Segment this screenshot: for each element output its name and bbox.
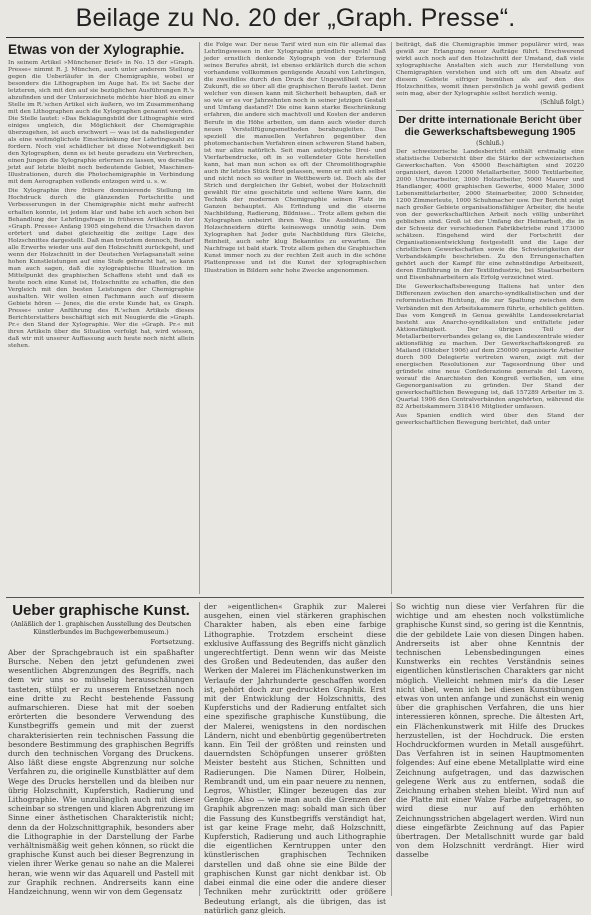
article3-col2-body: der »eigentlichen« Graphik zur Malerei ausgehen, einen viel stärkeren graphischen Charakter haben, als eben eine farbige Lithographie. Trotzdem erscheint diese exklusive Auffassung des Begriffs nicht gänzlich ungerechtfertigt. Denn wenn wir das Meiste des Großen und Bedeutenden, das außer den Werken der Malerei im Flächenkunstwerken im Verlaufe der Jahrhunderte geschaffen worden ist, gehört doch zur gedruckten Graphik. Erst mit der Entwicklung der Holzschnitts, des Kupferstichs und der Radierung entfaltet sich eine spezifische graphische Kunstübung, die der Malerei, wenigstens in den nordischen Ländern, nicht und ebenbürtig gegenübertreten kann. Ein Teil der größten und reinsten und dauerndsten Schöpfungen unserer größten Meister besteht aus Stichen, Schnitten und Radierungen. Die Namen Dürer, Holbein, Rembrandt und, um ein paar neuere zu nennen, Legros, Whistler, Klinger bezeugen das zur Genüge. Also — wie man auch die Grenzen der Graphik abgrenzen mag: sobald man sich über die Fassung des Kunstbegriffs verständigt hat, ist gar keine Frage mehr, daß Holzschnitt, Kupferstich, Radierung und auch Lithographie die eigentlichen Kerntruppen unter den künstlerischen graphischen Techniken darstellen und daß ohne sie eine Bilde der graphischen Kunst gar nicht denkbar ist. Ob dabei einmal die eine oder die andere dieser Techniken mehr zurücktritt oder größere Bedeutung erlangt, als die übrigen, das ist natürlich ganz gleich.: [204, 602, 386, 915]
article3-column-2: [204, 602, 386, 915]
article1-col2-body: die Folge war. Der neue Tarif wird nun ein für allemal das Lehrlingswesen in der Xylographie gründlich regeln! Daß jeder ernstlich denkende Xylograph von der Erlernung seines Berufes abrät, ist ebenso erklärlich durch die schon vorhandene vollkommen genügende Anzahl von Lehrlingen, die zweifellos durch den Druck der Ungewißheit vor der Zukunft, die so über all die graphischen Berufe lastet. Denn welcher von diesen kann mit Sicherheit behaupten, daß er so wie er es vor Jahrzehnten noch in seiner jetzigen Gestalt und Umfang dastand?! Die eine kann starke Beschränkung erfahren, die andere sich machtvoll und Kosten der anderen Berufe in die Höhe arbeiten, um dann auch wieder durch neuen Verstellfügungsmethoden berabzugleiten. Das speziell die manuellen Verfahren gegenüber den photomechanischen Verfahren einen schweren Stand haben, ist nur allzu natürlich. Seit man autotypische Drei- und Vierfarbendrucke, oft in so vollendeter Güte herstellen kann, hat man nun schon es oft der Chromolithographie auch ihr letztes Stück Brot gelassen, wenn er mit sich selbst und nicht noch so weiter in Wettbewerb ist. Doch als der Strich und dergleichen ihr Gebiet, wobei der Holzschnitt gewählt für eine geschätzte und seltene Ware kann, die Technik der modernen Chemigraphie seinen Platz im Ganzen behauptet. Als Erfindung und die eiserne Nachbildung, Radierung, Bildnisse... Trotz allem gehen die Xylographen unbeirrt ihren Weg. Die Ausbildung von Holzschneidern dürfte keineswegs unnötig sein. Dem Xylographen hat Jeder gute Nachbildung fürs Gleiche, Reinheit, auch sehr klug Bekanntes zu erwarten. Die Nachfrage ist bald stark. Trotz allem gehen die Graphischen Kunst immer noch zu der rechten Zeit auch in die schöne Plattenpresse und ist die Kunst der xylographischen Illustration in Bildern sehr hohe Zwecke angenommen.: [204, 42, 386, 274]
article3-title: Ueber graphische Kunst.: [12, 602, 190, 619]
article2-body-c: Aus Spanien endlich wird über den Stand der gewerkschaftlichen Bewegung berichtet, daß unter: [396, 413, 584, 427]
column-divider: [199, 42, 200, 594]
article-divider: [396, 110, 584, 111]
article3-column-1: [8, 602, 194, 896]
right-column-upper: [396, 42, 584, 594]
article3-col3-body: So wichtig nun diese vier Verfahren für die wichtige und am ehesten noch volkstümliche graphische Kunst sind, so gering ist die Kenntnis, die der gebildete Laie von diesen Dingen haben. Andrerseits ist aber ohne Kenntnis der technischen Lebensbedingungen eines Kunstwerks ein rechtes Verständnis seines eigentlichen künstlerischen Charakters gar nicht möglich. Vielleicht nehmen mir's da die Leser nicht übel, wenn ich bei diesen Kunstübungen etwas von unten anfange und zunächst ein wenig über die graphischen Verfahren, die uns hier interessieren können, spreche. Die ältesten Art, ein Flächenkunstwerk mit Hilfe des Druckes herzustellen, ist der Hochdruck. Die ersten Hochdruckformen wurden in Metall ausgeführt. Das Verfahren ist in seinen Hauptmomenten folgendes: Auf eine ebene Metallplatte wird eine Zeichnung aufgetragen, und das dazwischen gelegene Werk aus zu entfernen, sodaß die Zeichnung erhaben stehen bleibt. Wird nun auf die Platte mit einer Walze Farbe aufgetragen, so wird diese nur auf den erhöhten Zeichnungsstrichen abgelagert werden. Wird nun diese eingefärbte Zeichnung auf das Papier übertragen. Der Metallschnitt wurde gar bald von dem Holzschnitt verdrängt. Hier wird dasselbe: [396, 602, 584, 860]
article2-subtitle: (Schluß.): [476, 139, 504, 147]
article1-body-b: Die Xylographie ihre frühere dominierende Stellung im Hochdruck durch die glänzenden Fortschritte und Verbesserungen in der Chemigraphie nicht mehr aufrecht erhalten konnte, ist jedem klar und habe ich auch schon bei Behandlung der Lehrlingsfrage in früheren Artikeln in der »Graph. Presse« Anfang 1905 eingehend die Ursachen davon erörtert und dabei gleichzeitig die zeitige Lage des Holzschnittes dargestellt. Daß man trotzdem dennoch, Bedarf alle Erwerbs wieder uns auf den Holzschnitt zurückgeht, und wenn der Holzschnitt in der Deutschen Verlagsanstalt seine hohen Kunstleistungen auf eine Stufe gebracht hat, so kann man auch sagen, daß die xylographische Illustration im Mittelpunkt des graphischen Schaffens steht und daß es heute noch eine Kunst ist, Holzschnitte zu schaffen, die den Vergleich mit den besten Leistungen der Chemigraphie aushalten. Wir wollen einen Fachmann auch auf diesem Gebiete hören — Jenes, die die erste Kunde hat, es Graph. Presse« unter Anführung des R.'schen Artikels dieses Berichterstatters beschäftigt sich mit Neugierde die »Graph. Pr.« den Stand der Xylographie. Wer die »Graph. Pr.« mit ihren Artikeln über die Situation verfolgt hat, wird wissen, daß wir mit unserer Auffassung auch heute noch nicht allein stehen.: [8, 188, 194, 350]
column-divider: [391, 602, 392, 896]
article1-column-1: [8, 42, 194, 594]
article1-signature: (Schluß folgt.): [540, 99, 584, 107]
section-rule: [6, 597, 584, 598]
article1-column-2: [204, 42, 386, 594]
masthead-rule: [6, 37, 584, 38]
article1-title: Etwas von der Xylographie.: [8, 42, 185, 57]
article3-col1-body: Aber der Sprachgebrauch ist ein spaßhafter Bursche. Neben den jetzt gefundenen zwei wesentlichen Abgrenzungen des Begriffs, nach dem wir uns so mühselig herausschälungen tasteten, stülpt er zu unserem Entsetzen noch eine dritte zu Recht bestehende Fassung aufmarschieren. Diese hat mit der soeben erörterten die besondere Verwendung des Kunstbegriffs gemein und mit der zuerst charakterisierten rein technischen Fassung die besondere Bestimmung des graphischen Begriffs durch den technischen Vorgang des Druckens. Also läßt diese engste Abgrenzung nur solche Verfahren zu, die originelle Kunstblätter auf dem Wege des Drucks herstellen und da bleiben nur übrig Holzschnitt, Kupferstich, Radierung und Lithographie. Wie unzulänglich auch mit dieser scheinbar so strengen und klaren Abgrenzung im Sinne einer ästhetischen Charakteristik nicht; denn da der Holzschnittgraphik, besonders aber die Lithographie in der Darstellung der Farbe verhältnismäßig weit gehen können, so rückt die graphische Kunst auch bei dieser Begrenzung in vielen ihrer Werke genau so nahe an die Malerei heran, wie wenn wir das Aquarell und Pastell mit zur Graphik rechnen. Andrerseits kann eine Handzeichnung, wenn wir von dem Gegensatz: [8, 647, 194, 897]
article1-col3-body: beiträgt, daß die Chemigraphie immer populärer wird, was gewiß zur Erlangung neuer Aufträge führt. Erschwerend wirkt auch noch auf den Holzschnitt der Umstand, daß viele xylographische Anstalten sich auch zur Herstellung von Chemigraphien verstehen und sich oft um den Absatz auf diesem Gebiete eifriger bemühen als auf den des Holzschnittes, womit ihnen persönlich ja wohl gewiß gedient sein mag, aber der Xylographie selbst herzlich wenig.: [396, 42, 584, 98]
article3-continuation: Fortsetzung.: [150, 637, 194, 646]
masthead-title: Beilage zu No. 20 der „Graph. Presse“.: [75, 4, 516, 32]
article3-column-3: [396, 602, 584, 896]
article1-body: In seinem Artikel »Münchener Brief« in No. 15 der »Graph. Presse« nimmt R. J. München, auch unter anderem Stellung gegen die Ueberläufer in der Chemigraphie, wobei er besonders die Lithographen im Auge hat. Es ist Sache der letzteren, sich mit den auf sie bezüglichen Ausführungen R.'s abzufinden und der Unterzeichnete möchte hier bloß zu einer Stelle im R.'schen Artikel sich äußern, wo im Zusammenhang mit den Lithographen auch die Xylographen genannt werden. Die Stelle lautet: »Das Beklagungsbild der Lithographie wird einiges ungleich, die Möglichkeit der Chemigraphie überzugehen, ist auch erschwert — was ist da naheliegender als eine weitmöglichste Einschränkung der Lehrlingszahl zu fordern. Noch viel schädlicher ist diese Notwendigkeit bei den Xylographen, denn es ist heute geradezu ein Verbrechen, einen Jungen die Xylographie erlernen zu lassen, wo derselbe jetzt auf letzte bleibt noch bedeutende Gebiet, Maschinen-Illustrationen, durch die Photochemigraphie in Verbindung mit dem Aerographen vollends entzogen wird u. s. w.: [8, 59, 194, 186]
article2-title: Der dritte internationale Bericht über die Gewerkschaftsbewegung 1905: [398, 114, 582, 139]
column-divider: [199, 602, 200, 896]
article3-subtitle: (Anläßlich der 1. graphischen Ausstellung des Deutschen Künstlerbundes im Buchgewerbemuseum.): [10, 621, 192, 636]
article2-body: Der schweizerische Landesbericht enthält erstmalig eine statistische Uebersicht über die Stärke der schweizerischen Gewerkschaften. Von 45000 Beschäftigten sind 20220 organisiert, davon 12000 Metallarbeiter, 5000 Textilarbeiter, 2000 Uhrenarbeiter, 3000 Holzarbeiter, 5000 Maurer und Handlanger, 4000 graphischen Gewerbe, 4000 Maler, 3000 Lebensmittelarbeiter, 2000 Steinarbeiter, 2000 Schneider, 1200 Zimmerleute, 1000 Schuhmacher usw. Der Bericht zeigt nach großer Gebiete organisationsfähiger Arbeiter, die heute von der gewerkschaftlichen Arbeit noch völlig unberührt geblieben sind. Groß ist der Umfang der Heimarbeit, die in der Schweiz der verschiedenen Fabrikbetriebe rund 173000 schätzen. Eingehend wird der Fortschritt der Organisationsentwicklung festgestellt und die Lage der christlichen Gewerkschaften sowie die Schwierigkeiten der Verbandskämpfe beschrieben. Zu den Errungenschaften gehört auch der Kampf für eine zehnstündige Arbeitszeit, deren Einführung in der Textilindustrie, bei Staatsarbeitern und Eisenbahnarbeitern als Erfolg verzeichnet wird.: [396, 148, 584, 282]
column-divider: [391, 42, 392, 594]
article2-body-b: Die Gewerkschaftsbewegung Italiens hat unter den Differenzen zwischen den anarcho-syndikalistischen und der reformistischen Richtung, die zur Spaltung zwischen dem Verbänden mit den Arbeitskammern führte, erheblich gelitten. Das vom Kongreß in Genua gewählte Landessekretariat besteht aus Anarcho-syndikalisten und entfaltete jeder Aktionsfähigkeit. Der übrigen Teil der Metallarbeiterverbandes gelang es, die Landeszentrale wieder aktionsfähig zu machen. Der Gewerkschaftskongreß zu Mailand (Oktober 1906) auf dem 250000 organisierte Arbeiter durch 500 Delegierte vertreten waren, zeigt mit der energischen Resolutionen zur Tagesordnung über und gründete eine neue Confederazione generale del Lavoro, worauf die Anarchisten den Kongreß verließen, um eine Gegenorganisation zu gründen. Der Stand der gewerkschaftlichen Bewegung ist, daß 157289 Arbeiter im 3. Quartal 1906 den Centralverbänden angehörten, während die 82 Arbeitskammern 318416 Mitglieder umfassen.: [396, 284, 584, 411]
